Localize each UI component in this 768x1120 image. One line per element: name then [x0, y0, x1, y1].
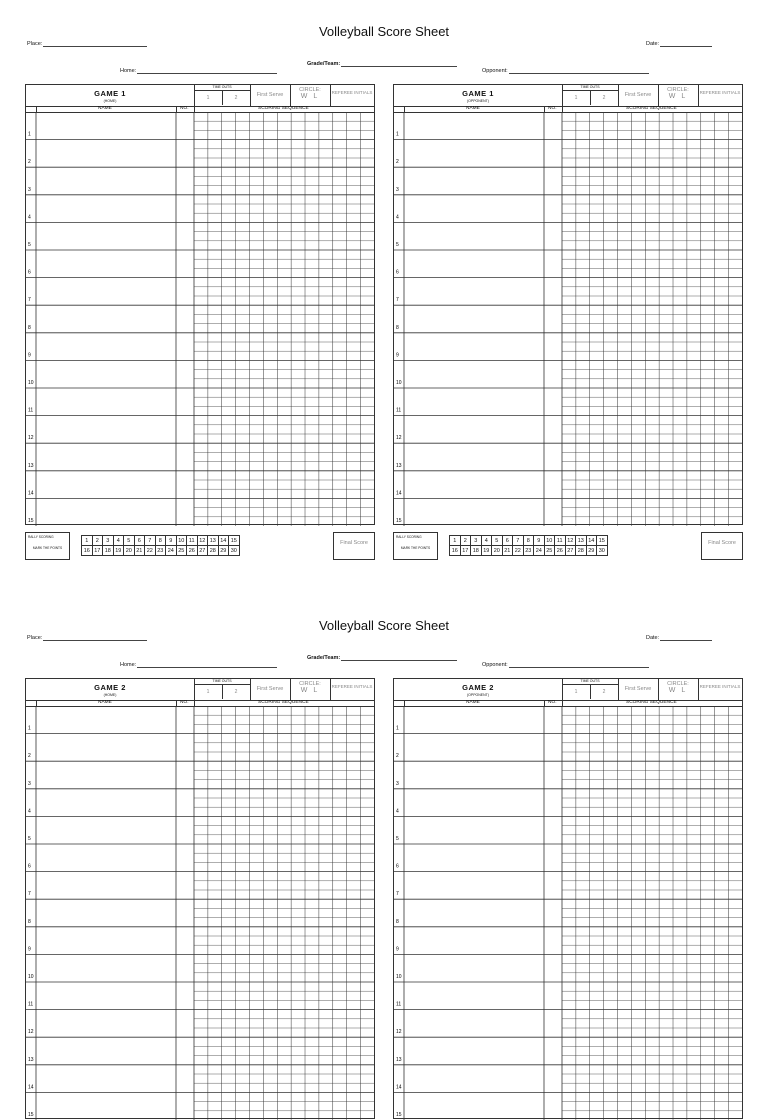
point-cell[interactable]: 21: [134, 546, 145, 556]
first-serve-cell[interactable]: First Serve: [618, 679, 659, 700]
player-row-number: 7: [28, 891, 31, 898]
place-input[interactable]: [43, 40, 147, 47]
player-row-number: 12: [28, 1029, 34, 1036]
mark-points-label: MARK THE POINTS: [400, 546, 431, 550]
grade-team-input[interactable]: [341, 60, 457, 67]
scoring-sequence-header: SCORING SEQUENCE: [258, 106, 309, 111]
player-row-number: 1: [28, 131, 31, 138]
scoring-sequence-header: SCORING SEQUENCE: [626, 106, 677, 111]
sheet-title: Volleyball Score Sheet: [318, 618, 450, 633]
team-side-label: (HOME): [103, 99, 117, 103]
point-cell[interactable]: 12: [197, 536, 208, 546]
panel-header: [394, 679, 742, 701]
time-outs-cell: [562, 85, 619, 106]
points-row: [82, 536, 240, 546]
win-loss-options: W L: [300, 687, 320, 694]
point-cell[interactable]: 10: [176, 536, 187, 546]
first-serve-cell[interactable]: First Serve: [618, 85, 659, 106]
player-row-number: 5: [396, 242, 399, 248]
home-input[interactable]: [137, 661, 277, 668]
name-column-header: NAME: [98, 700, 112, 705]
player-row-number: 12: [28, 435, 34, 442]
rally-scoring-label: RALLY SCORING: [396, 535, 422, 539]
name-column-header: NAME: [466, 700, 480, 705]
player-row-number: 4: [28, 214, 31, 221]
player-row-number: 13: [28, 1056, 34, 1063]
player-row-number: 2: [28, 159, 31, 166]
time-outs-cell: [194, 85, 251, 106]
number-column-header: NO.: [548, 106, 557, 111]
win-loss-options: W L: [668, 687, 688, 694]
opponent-input[interactable]: [509, 67, 649, 74]
first-serve-cell[interactable]: First Serve: [250, 679, 291, 700]
point-cell[interactable]: 26: [187, 546, 198, 556]
player-row-number: 10: [396, 380, 402, 386]
number-column-header: NO.: [180, 106, 189, 111]
point-cell[interactable]: 28: [208, 546, 219, 556]
opponent-label: Opponent:: [482, 662, 508, 668]
circle-win-loss-cell[interactable]: [290, 85, 331, 106]
win-loss-options: W L: [300, 93, 320, 100]
player-row-number: 6: [28, 863, 31, 870]
panel-header: [394, 85, 742, 107]
game-title-cell: [394, 85, 563, 106]
referee-initials-cell[interactable]: REFEREE INITIALS: [331, 684, 373, 689]
time-outs-label: TIME OUTS: [194, 679, 250, 685]
point-cell[interactable]: 26: [555, 546, 566, 556]
point-cell[interactable]: 4: [481, 536, 492, 546]
player-row-number: 13: [396, 1056, 402, 1063]
points-table[interactable]: [81, 535, 240, 556]
referee-initials-cell[interactable]: REFEREE INITIALS: [331, 90, 373, 95]
points-row: [450, 536, 608, 546]
point-cell[interactable]: 29: [586, 546, 597, 556]
player-row-number: 10: [396, 974, 402, 980]
player-row-number: 3: [28, 186, 31, 193]
grade-team-label: Grade/Team:: [307, 655, 341, 661]
timeout-2-box[interactable]: 2: [234, 95, 238, 101]
point-cell[interactable]: 20: [492, 546, 503, 556]
player-row-number: 14: [396, 490, 402, 497]
point-cell[interactable]: 15: [597, 536, 608, 546]
field-grade-team[interactable]: [307, 654, 457, 661]
player-row-number: 14: [396, 1084, 402, 1091]
point-cell[interactable]: 5: [124, 536, 135, 546]
grade-team-input[interactable]: [341, 654, 457, 661]
player-row-number: 15: [396, 1112, 402, 1118]
player-row-number: 11: [28, 407, 34, 414]
point-cell[interactable]: 16: [450, 546, 461, 556]
point-cell[interactable]: 22: [145, 546, 156, 556]
player-row-number: 8: [396, 918, 399, 925]
player-row-number: 5: [28, 836, 31, 842]
field-opponent[interactable]: [482, 661, 649, 668]
player-row-number: 12: [396, 1029, 402, 1036]
timeout-1-box[interactable]: 1: [194, 685, 223, 699]
final-score-box[interactable]: Final Score: [333, 532, 375, 560]
field-date[interactable]: [646, 634, 712, 641]
point-cell[interactable]: 21: [502, 546, 513, 556]
win-loss-options: W L: [668, 93, 688, 100]
player-row-number: 5: [28, 242, 31, 248]
point-cell[interactable]: 9: [534, 536, 545, 546]
player-row-number: 11: [28, 1001, 34, 1008]
point-cell[interactable]: 27: [565, 546, 576, 556]
panel-header: [26, 679, 374, 701]
place-label: Place:: [27, 41, 43, 47]
player-scoring-grid[interactable]: [394, 706, 742, 1120]
player-row-number: 11: [396, 1001, 402, 1008]
number-column-header: NO.: [180, 700, 189, 705]
timeout-1-box[interactable]: 1: [562, 91, 591, 105]
point-cell[interactable]: 23: [155, 546, 166, 556]
referee-initials-cell[interactable]: REFEREE INITIALS: [699, 684, 741, 689]
point-cell[interactable]: 15: [229, 536, 240, 546]
point-cell[interactable]: 23: [523, 546, 534, 556]
grade-team-label: Grade/Team:: [307, 61, 341, 67]
name-column-header: NAME: [466, 106, 480, 111]
player-row-number: 3: [396, 780, 399, 787]
game-name: GAME 1: [462, 89, 494, 98]
field-place[interactable]: [27, 40, 147, 47]
point-cell[interactable]: 19: [113, 546, 124, 556]
team-side-label: (OPPONENT): [467, 99, 489, 103]
point-cell[interactable]: 8: [523, 536, 534, 546]
circle-win-loss-cell[interactable]: [290, 679, 331, 700]
player-row-number: 6: [396, 269, 399, 276]
player-row-number: 11: [396, 407, 402, 414]
point-cell[interactable]: 18: [103, 546, 114, 556]
point-cell[interactable]: 12: [565, 536, 576, 546]
timeout-2-box[interactable]: 2: [602, 689, 606, 695]
player-row-number: 7: [28, 297, 31, 304]
player-row-number: 4: [28, 808, 31, 815]
timeout-1-box[interactable]: 1: [562, 685, 591, 699]
point-cell[interactable]: 6: [134, 536, 145, 546]
point-cell[interactable]: 24: [166, 546, 177, 556]
player-row-number: 2: [396, 753, 399, 760]
point-cell[interactable]: 7: [513, 536, 524, 546]
home-label: Home:: [120, 68, 137, 74]
point-cell[interactable]: 3: [103, 536, 114, 546]
game-name: GAME 1: [94, 89, 126, 98]
points-table[interactable]: [449, 535, 608, 556]
point-cell[interactable]: 25: [544, 546, 555, 556]
game-panel: [25, 84, 375, 525]
sheet-title: Volleyball Score Sheet: [318, 24, 450, 39]
point-cell[interactable]: 1: [450, 536, 461, 546]
point-cell[interactable]: 13: [208, 536, 219, 546]
point-cell[interactable]: 13: [576, 536, 587, 546]
player-row-number: 15: [396, 518, 402, 524]
field-home[interactable]: [120, 67, 277, 74]
referee-initials-cell[interactable]: REFEREE INITIALS: [699, 90, 741, 95]
point-cell[interactable]: 30: [597, 546, 608, 556]
scoring-sequence-header: SCORING SEQUENCE: [626, 700, 677, 705]
point-cell[interactable]: 20: [124, 546, 135, 556]
circle-label: CIRCLE:: [299, 87, 321, 93]
field-grade-team[interactable]: [307, 60, 457, 67]
game-name: GAME 2: [94, 683, 126, 692]
point-cell[interactable]: 3: [471, 536, 482, 546]
player-row-number: 3: [396, 186, 399, 193]
panel-header: [26, 85, 374, 107]
timeout-2-box[interactable]: 2: [234, 689, 238, 695]
player-row-number: 4: [396, 808, 399, 815]
date-label: Date:: [646, 41, 660, 47]
game-title-cell: [394, 679, 563, 700]
point-cell[interactable]: 10: [544, 536, 555, 546]
mark-points-label: MARK THE POINTS: [32, 546, 63, 550]
field-place[interactable]: [27, 634, 147, 641]
point-cell[interactable]: 1: [82, 536, 93, 546]
circle-win-loss-cell[interactable]: [658, 85, 699, 106]
game-panel: [25, 678, 375, 1119]
point-cell[interactable]: 14: [586, 536, 597, 546]
team-side-label: (OPPONENT): [467, 693, 489, 697]
point-cell[interactable]: 9: [166, 536, 177, 546]
game-panel: [393, 678, 743, 1119]
player-row-number: 8: [28, 324, 31, 331]
timeout-1-box[interactable]: 1: [194, 91, 223, 105]
player-scoring-grid[interactable]: [26, 112, 374, 526]
time-outs-cell: [562, 679, 619, 700]
player-row-number: 14: [28, 1084, 34, 1091]
player-row-number: 6: [28, 269, 31, 276]
player-row-number: 14: [28, 490, 34, 497]
time-outs-label: TIME OUTS: [194, 85, 250, 91]
team-side-label: (HOME): [103, 693, 117, 697]
points-row: [450, 546, 608, 556]
home-input[interactable]: [137, 67, 277, 74]
time-outs-cell: [194, 679, 251, 700]
place-input[interactable]: [43, 634, 147, 641]
player-row-number: 3: [28, 780, 31, 787]
point-cell[interactable]: 25: [176, 546, 187, 556]
place-label: Place:: [27, 635, 43, 641]
player-scoring-grid[interactable]: [394, 112, 742, 526]
player-row-number: 5: [396, 836, 399, 842]
point-cell[interactable]: 11: [187, 536, 198, 546]
point-cell[interactable]: 30: [229, 546, 240, 556]
final-score-box[interactable]: Final Score: [701, 532, 743, 560]
opponent-label: Opponent:: [482, 68, 508, 74]
circle-label: CIRCLE:: [667, 87, 689, 93]
point-cell[interactable]: 17: [460, 546, 471, 556]
point-cell[interactable]: 2: [92, 536, 103, 546]
circle-label: CIRCLE:: [299, 681, 321, 687]
point-cell[interactable]: 4: [113, 536, 124, 546]
point-cell[interactable]: 6: [502, 536, 513, 546]
point-cell[interactable]: 19: [481, 546, 492, 556]
game-title-cell: [26, 679, 195, 700]
point-cell[interactable]: 8: [155, 536, 166, 546]
player-row-number: 13: [396, 462, 402, 469]
scoring-sequence-header: SCORING SEQUENCE: [258, 700, 309, 705]
point-cell[interactable]: 11: [555, 536, 566, 546]
point-cell[interactable]: 24: [534, 546, 545, 556]
date-input[interactable]: [660, 634, 712, 641]
player-row-number: 10: [28, 380, 34, 386]
rally-scoring-box: [25, 532, 70, 560]
point-cell[interactable]: 2: [460, 536, 471, 546]
point-cell[interactable]: 28: [576, 546, 587, 556]
player-row-number: 8: [28, 918, 31, 925]
point-cell[interactable]: 17: [92, 546, 103, 556]
player-row-number: 9: [396, 946, 399, 953]
time-outs-label: TIME OUTS: [562, 679, 618, 685]
point-cell[interactable]: 29: [218, 546, 229, 556]
player-row-number: 7: [396, 891, 399, 898]
home-label: Home:: [120, 662, 137, 668]
player-row-number: 9: [28, 946, 31, 953]
player-row-number: 15: [28, 1112, 34, 1118]
point-cell[interactable]: 5: [492, 536, 503, 546]
field-opponent[interactable]: [482, 67, 649, 74]
point-cell[interactable]: 16: [82, 546, 93, 556]
rally-scoring-box: [393, 532, 438, 560]
date-input[interactable]: [660, 40, 712, 47]
point-cell[interactable]: 22: [513, 546, 524, 556]
player-row-number: 1: [28, 725, 31, 732]
date-label: Date:: [646, 635, 660, 641]
point-cell[interactable]: 14: [218, 536, 229, 546]
player-row-number: 2: [28, 753, 31, 760]
point-cell[interactable]: 18: [471, 546, 482, 556]
player-row-number: 1: [396, 725, 399, 732]
player-row-number: 8: [396, 324, 399, 331]
player-row-number: 4: [396, 214, 399, 221]
field-home[interactable]: [120, 661, 277, 668]
point-cell[interactable]: 27: [197, 546, 208, 556]
number-column-header: NO.: [548, 700, 557, 705]
player-row-number: 2: [396, 159, 399, 166]
player-row-number: 15: [28, 518, 34, 524]
player-row-number: 9: [396, 352, 399, 359]
timeout-2-box[interactable]: 2: [602, 95, 606, 101]
game-name: GAME 2: [462, 683, 494, 692]
rally-scoring-label: RALLY SCORING: [28, 535, 54, 539]
circle-win-loss-cell[interactable]: [658, 679, 699, 700]
player-row-number: 12: [396, 435, 402, 442]
opponent-input[interactable]: [509, 661, 649, 668]
player-row-number: 9: [28, 352, 31, 359]
game-panel: [393, 84, 743, 525]
player-row-number: 6: [396, 863, 399, 870]
first-serve-cell[interactable]: First Serve: [250, 85, 291, 106]
player-row-number: 13: [28, 462, 34, 469]
player-row-number: 1: [396, 131, 399, 138]
time-outs-label: TIME OUTS: [562, 85, 618, 91]
point-cell[interactable]: 7: [145, 536, 156, 546]
player-row-number: 7: [396, 297, 399, 304]
player-row-number: 10: [28, 974, 34, 980]
points-row: [82, 546, 240, 556]
field-date[interactable]: [646, 40, 712, 47]
circle-label: CIRCLE:: [667, 681, 689, 687]
name-column-header: NAME: [98, 106, 112, 111]
player-scoring-grid[interactable]: [26, 706, 374, 1120]
game-title-cell: [26, 85, 195, 106]
